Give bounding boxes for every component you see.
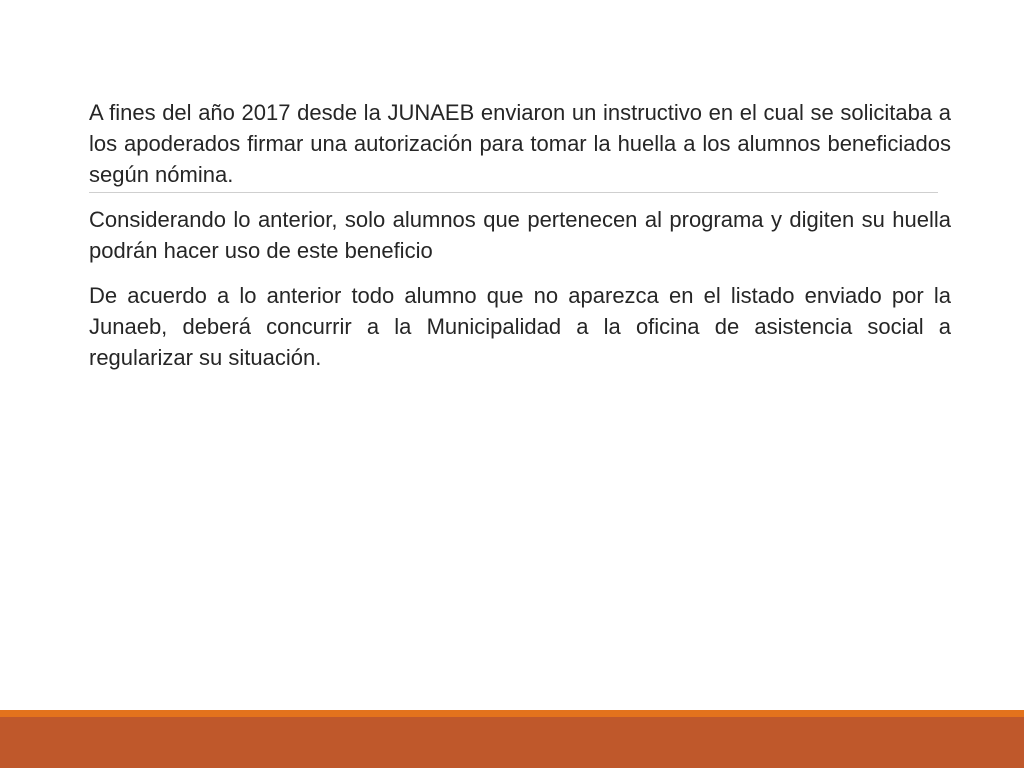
footer-accent-stripe bbox=[0, 710, 1024, 717]
paragraph-consideration: Considerando lo anterior, solo alumnos que pertenecen al programa y digiten su huella podrán hacer uso de este beneficio bbox=[89, 207, 951, 263]
footer-bar bbox=[0, 717, 1024, 768]
slide-body-text bbox=[89, 97, 951, 387]
divider-line bbox=[89, 192, 938, 193]
paragraph-instructions: De acuerdo a lo anterior todo alumno que no aparezca en el listado enviado por la Junaeb, deberá concurrir a la Municipalidad a la oficina de asistencia social a regularizar su situación. bbox=[89, 283, 951, 370]
paragraph-intro: A fines del año 2017 desde la JUNAEB enviaron un instructivo en el cual se solicitaba a los apoderados firmar una autorización para tomar la huella a los alumnos beneficiados según nómina. bbox=[89, 100, 951, 187]
